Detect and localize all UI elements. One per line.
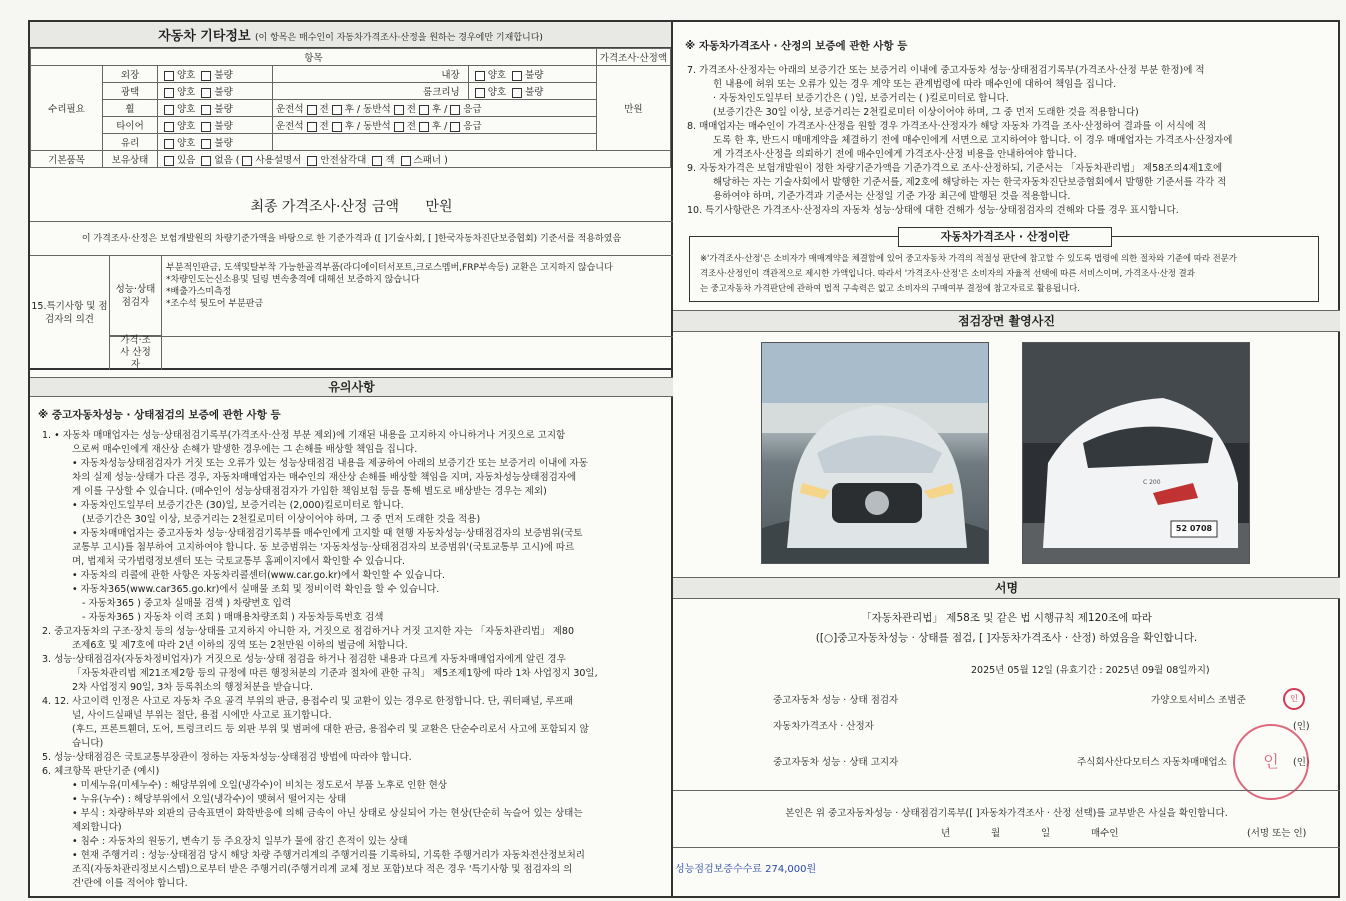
definition-box [689,230,1319,302]
receipt-year: 년 [941,828,951,839]
rear-label: 후 / [344,121,361,132]
note-line: 습니다) [72,738,104,749]
note-line: 차의 실제 성능·상태가 다른 경우, 자동차매매업자는 매수인의 재산상 손해를 배상할 책임을 지며, 자동차성능상태점검자에 [72,472,577,483]
note-line: (후드, 프론트휀더, 도어, 트렁크리드 등 외판 부위 및 범퍼에 대한 판금, 용접수리 및 교환은 단순수리로서 사고에 포함되지 않 [72,724,589,735]
note-line: • 자동차의 리콜에 관한 사항은 자동차리콜센터(www.car.go.kr)에서 확인할 수 있습니다. [72,570,445,581]
checkbox[interactable] [307,156,317,166]
seller-name: 주식회사산다모터스 자동차매매업소 [1077,757,1227,768]
checkbox[interactable] [201,71,211,81]
glass-empty [273,134,597,151]
driver-label: 운전석 [276,104,304,115]
law-line: 「자동차관리법」 제58조 및 같은 법 시행규칙 제120조에 따라 [861,612,1152,624]
note-line: 8. 매매업자는 매수인이 가격조사·산정을 원할 경우 가격조사·산정자가 해당 자동차 가격을 조사·산정하여 결과를 이 서식에 적 [687,121,1207,132]
price-header: 가격조사·산정액 [596,49,670,66]
wheel-label: 휠 [103,100,158,117]
notice-list [30,426,673,891]
photo-header: 점검장면 촬영사진 [673,310,1340,332]
final-price-row [30,192,673,222]
tire-positions [273,117,597,134]
note-line: 6. 체크항목 판단기준 (예시) [42,766,160,777]
checkbox[interactable] [201,156,211,166]
note-line: (보증기간은 30일 이상, 보증거리는 2천킬로미터 이상이어야 하며, 그 중 먼저 도래한 것을 적용) [82,514,481,525]
good-label: 양호 [177,70,196,81]
receipt-line: 본인은 위 중고자동차성능 · 상태점검기록부([ ]자동차가격조사 · 산정 선택)를 교부받은 사실을 확인합니다. [785,808,1228,819]
front-label: 전 [319,104,329,115]
glass-label: 유리 [103,134,158,151]
rear-label: 후 / [344,104,361,115]
note-line: 도록 한 후, 반드시 매매계약을 체결하기 전에 매수인에게 서면으로 고지하여야 합니다. 이 경우 매매업자는 가격조사·산정자에 [713,135,1233,146]
rear-label: 후 / [431,121,448,132]
definition-line: ※'가격조사·산정'은 소비자가 매매계약을 체결함에 있어 중고자동차 가격의 적절성 판단에 참고할 수 있도록 법령에 의한 절차와 기준에 따라 전문가 [700,253,1237,263]
bad-label: 불량 [214,70,233,81]
other-info-title: 자동차 기타정보 [158,29,251,44]
confirm-line: ([○]중고자동차성능 · 상태를 점검, [ ]자동차가격조사 · 산정) 하였음을 확인합니다. [815,632,1198,644]
checkbox[interactable] [512,71,522,81]
note-line: 게 가격조사·산정을 의뢰하기 전에 매수인에게 가격조사·산정 비용을 안내하여야 합니다. [713,149,1077,160]
appraiser-role: 자동차가격조사 · 산정자 [773,721,874,732]
checkbox[interactable] [394,122,404,132]
signature-header: 서명 [673,577,1340,599]
inspection-record-page [28,20,1340,898]
note-line: 용하여야 하며, 기준가격과 기준서는 산정일 기준 가장 최근에 발행된 것을 적용합니다. [713,191,1071,202]
good-label: 양호 [177,121,196,132]
checkbox[interactable] [332,122,342,132]
note-line: 조직(자동차관리정보시스템)으로부터 받은 주행거리(주행거리계 교체 정보 포함)보다 적은 경우 '특기사항 및 점검자의 의 [72,864,573,875]
front-label: 전 [406,104,416,115]
special-notes-label: 15.특기사항 및 점검자의 의견 [30,256,110,370]
left-column [30,22,673,896]
checkbox[interactable] [450,105,460,115]
note-line: • 자동차365(www.car365.go.kr)에서 실매물 조회 및 정비이력 확인을 할 수 있습니다. [72,584,440,595]
final-price-label: 최종 가격조사·산정 금액 [250,199,400,215]
checkbox[interactable] [307,122,317,132]
bad-label: 불량 [214,121,233,132]
buyer-sign: (서명 또는 인) [1247,828,1307,839]
bad-label: 불량 [525,70,544,81]
notice-subtitle: ※ 중고자동차성능 · 상태점검의 보증에 관한 사항 등 [38,409,281,421]
note-line: • 미세누유(미세누수) : 해당부위에 오일(냉각수)이 비치는 정도로서 부품 노후로 인한 현상 [72,780,448,791]
rear-photo [1022,342,1250,564]
checkbox[interactable] [164,88,174,98]
bad-label: 불량 [525,87,544,98]
checkbox[interactable] [201,88,211,98]
dealer-stamp: 인 [1233,724,1309,800]
checkbox[interactable] [164,105,174,115]
own-status-label: 보유상태 [103,151,158,168]
bad-label: 불량 [214,87,233,98]
receipt-block [673,790,1340,848]
definition-title: 자동차가격조사 · 산정이란 [898,227,1112,247]
passenger-label: 동반석 [363,121,391,132]
good-label: 양호 [177,104,196,115]
special-notes-text [166,262,666,310]
special-line: *배출가스미측정 [166,287,232,297]
room-label: 룸크리닝 [273,83,469,100]
special-notes-block [30,256,673,370]
note-line: • 자동차성능상태점검자가 거짓 또는 오류가 있는 성능상태점검 내용을 제공하여 아래의 보증기간 또는 보증거리 이내에 자동 [72,458,588,469]
appraisal-notes [673,58,1340,218]
glass-options [158,134,273,151]
inspector-seal: 인 [1283,688,1305,710]
special-line: *조수석 뒷도어 부분판금 [166,299,264,309]
note-line: • 부식 : 차량하부와 외판의 금속표면이 화학반응에 의해 금속이 아닌 상태로 상실되어 가는 현상(단순히 녹슬어 있는 상태는 [72,808,583,819]
note-line: 2차 사업정지 90일, 3차 등록취소의 행정처분을 받습니다. [72,682,314,693]
final-price-unit: 만원 [425,199,453,215]
price-basis: 이 가격조사·산정은 보험개발원의 차량기준가액을 바탕으로 한 기준가격과 ([ ]기술사회, [ ]한국자동차진단보증협회) 기준서를 적용하였음 [30,222,673,256]
checkbox[interactable] [201,105,211,115]
checkbox[interactable] [512,88,522,98]
checkbox[interactable] [201,139,211,149]
repair-needed-label: 수리필요 [31,66,103,151]
note-line: • 침수 : 자동차의 원동기, 변속기 등 주요장치 일부가 물에 잠긴 흔적이 있는 상태 [72,836,408,847]
front-car-image [762,343,989,564]
triangle-label: 안전삼각대 [320,155,367,166]
license-plate: 52 0708 [1175,524,1213,533]
tire-label: 타이어 [103,117,158,134]
definition-line: 는 중고자동차 가격판단에 관하여 법적 구속력은 없고 소비자의 구매여부 결정에 참고자료로 활용됩니다. [700,283,1080,293]
checkbox[interactable] [164,139,174,149]
note-line: 힌 내용에 허위 또는 오류가 있는 경우 계약 또는 관계법령에 따라 매수인에 대하여 책임을 집니다. [713,79,1117,90]
inspector-label: 성능·상태 점검자 [110,256,162,336]
good-label: 양호 [487,70,507,81]
jack-label: 잭 [385,155,395,166]
checkbox[interactable] [401,156,411,166]
seller-seal: (인) [1293,757,1310,768]
note-line: • 현재 주행거리 : 성능·상태점검 당시 해당 차량 주행거리계의 주행거리를 기록하되, 기록한 주행거리가 자동차전산정보처리 [72,850,585,861]
note-line: • 누유(누수) : 해당부위에서 오일(냉각수)이 맺혀서 떨어지는 상태 [72,794,347,805]
emergency-label: 응급 [463,121,482,132]
note-line: 게 이를 구상할 수 있습니다. (매수인이 성능상태점검자가 가입한 책임보험 등을 통해 별도로 배상받는 경우는 제외) [72,486,547,497]
notice-body [30,403,673,891]
special-line: 부분적인판금, 도색및탈부착 가능한골격부품(라디에이터서포트,크로스멤버,FRP부속등) 교환은 고지하지 않습니다 [166,263,613,273]
checkbox[interactable] [372,156,382,166]
notice-header: 유의사항 [30,377,673,397]
wheel-positions [273,100,597,117]
buyer-label: 매수인 [1091,828,1119,839]
spanner-label: 스패너 ) [413,155,448,166]
note-line: 널, 사이드실패널 부위는 절단, 용접 시에만 사고로 표기합니다. [72,710,332,721]
repair-table [30,48,671,168]
basic-items-options [158,151,671,168]
exterior-label: 외장 [103,66,158,83]
bad-label: 불량 [214,138,233,149]
note-line: • 자동차인도일부터 보증기간은 (30)일, 보증거리는 (2,000)킬로미터로 합니다. [72,500,404,511]
checkbox[interactable] [242,156,252,166]
note-line: 1. • 자동차 매매업자는 성능·상태점검기록부(가격조사·산정 부분 제외)에 기재된 내용을 고지하지 아니하거나 거짓으로 고지함 [42,430,566,441]
note-line: 7. 가격조사·산정자는 아래의 보증기간 또는 보증거리 이내에 중고자동차 성능·상태점검기록부(가격조사·산정 부분 한정)에 적 [687,65,1205,76]
checkbox[interactable] [394,105,404,115]
front-photo [761,342,989,564]
note-line: 9. 자동차가격은 보험개발원이 정한 차량기준가액을 기준가격으로 조사·산정하되, 기준서는 「자동차관리법」 제58조의4제1호에 [687,163,1223,174]
note-line: 며, 법제처 국가법령정보센터 또는 국토교통부 홈페이지에서 확인할 수 있습니다. [72,556,406,567]
receipt-day: 일 [1041,828,1051,839]
good-label: 양호 [487,87,507,98]
checkbox[interactable] [164,122,174,132]
item-header: 항목 [31,49,597,66]
note-line: (보증기간은 30일 이상, 보증거리는 2천킬로미터 이상이어야 하며, 그 중 먼저 도래한 것을 적용합니다) [713,107,1139,118]
checkbox[interactable] [164,156,174,166]
note-line: 「자동차관리법 제21조제2항 등의 규정에 따른 행정처분의 기준과 절차에 관한 규칙」 제5조제1항에 따라 1차 사업정지 30일, [72,668,598,679]
note-line: 으로써 매수인에게 재산상 손해가 발생한 경우에는 그 손해를 배상할 책임을 집니다. [72,444,418,455]
checkbox[interactable] [164,71,174,81]
other-info-note: (이 항목은 매수인이 자동차가격조사·산정을 원하는 경우에만 기재합니다) [255,33,543,43]
note-line: - 자동차365 ) 중고차 실매물 검색 ) 차량번호 입력 [82,598,292,609]
checkbox[interactable] [450,122,460,132]
front-label: 전 [319,121,329,132]
have-label: 있음 [177,155,196,166]
date-line: 2025년 05월 12일 (유효기간 : 2025년 09월 08일까지) [971,665,1210,676]
tire-options [158,117,273,134]
rear-label: 후 / [431,104,448,115]
checkbox[interactable] [419,105,429,115]
appraiser-row [110,336,673,370]
appraiser-label: 가격·조사 산정자 [110,336,162,370]
note-line: • 자동차매매업자는 중고자동차 성능·상태점검기록부를 매수인에게 고지할 때 현행 자동차성능·상태점검자의 보증범위(국토 [72,528,583,539]
note-line: 교통부 고시)를 첨부하여 고지하여야 합니다. 동 보증범위는 '자동차성능·상태점검자의 보증범위'(국토교통부 고시)에 따르 [72,542,575,553]
note-line: 조제6호 및 제7호에 따라 2년 이하의 징역 또는 2천만원 이하의 벌금에 처합니다. [72,640,408,651]
interior-label: 내장 [273,66,469,83]
emergency-label: 응급 [463,104,482,115]
inspector-name: 가양오토서비스 조범준 [1151,695,1246,706]
manual-label: 사용설명서 [255,155,302,166]
receipt-month: 월 [991,828,1001,839]
note-line: 제외합니다) [72,822,122,833]
checkbox[interactable] [307,105,317,115]
interior-options [468,66,596,83]
inspector-role: 중고자동차 성능 · 상태 점검자 [773,695,899,706]
driver-label: 운전석 [276,121,304,132]
note-line: - 자동차365 ) 자동차 이력 조회 ) 매매용차량조회 ) 자동차등록번호 검색 [82,612,384,623]
checkbox[interactable] [332,105,342,115]
seller-role: 중고자동차 성능 · 상태 고지자 [773,757,899,768]
note-line: · 자동차인도일부터 보증기간은 ( )일, 보증거리는 ( )킬로미터로 합니다. [713,93,1009,104]
exterior-options [158,66,273,83]
note-line: 4. 12. 사고이력 인정은 사고로 자동차 주요 골격 부위의 판금, 용접수리 및 교환이 있는 경우로 한정합니다. 단, 쿼터패널, 루프패 [42,696,574,707]
special-line: *차량인도는신소용및 딜링 변속충격에 대해선 보증하지 않습니다 [166,275,420,285]
gloss-options [158,83,273,100]
model-badge: C 200 [1143,479,1161,486]
room-options [468,83,596,100]
checkbox[interactable] [201,122,211,132]
checkbox[interactable] [475,71,485,81]
definition-line: 격조사·산정인이 객관적으로 제시한 가액입니다. 따라서 '가격조사·산정'은 소비자의 자율적 선택에 따른 서비스이며, 가격조사·산정 결과 [700,268,1195,278]
other-info-header [30,22,671,48]
appraisal-guarantee-title: ※ 자동차가격조사 · 산정의 보증에 관한 사항 등 [685,40,908,52]
passenger-label: 동반석 [363,104,391,115]
basic-items-label: 기본품목 [31,151,103,168]
note-line: 견'란에 이를 적어야 합니다. [72,878,188,889]
wheel-options [158,100,273,117]
none-label: 없음 ( [214,155,240,166]
note-line: 해당하는 자는 기술사회에서 발행한 기준서를, 제2호에 해당하는 자는 한국자동차진단보증협회에서 발행한 기준서를 각각 적 [713,177,1227,188]
checkbox[interactable] [475,88,485,98]
checkbox[interactable] [419,122,429,132]
note-line: 10. 특기사항란은 가격조사·산정자의 자동차 성능·상태에 대한 견해가 성능·상태점검자의 견해와 다를 경우 표시합니다. [687,205,1179,216]
good-label: 양호 [177,87,196,98]
definition-text [700,251,1310,296]
note-line: 3. 성능·상태점검자(자동차정비업자)가 거짓으로 성능·상태 점검을 하거나 점검한 내용과 다르게 자동차매매업자에게 알린 경우 [42,654,566,665]
gloss-label: 광택 [103,83,158,100]
bad-label: 불량 [214,104,233,115]
note-line: 5. 성능·상태점검은 국토교통부장관이 정하는 자동차성능·상태점검 방법에 따라야 합니다. [42,752,412,763]
note-line: 2. 중고자동차의 구조·장치 등의 성능·상태를 고지하지 아니한 자, 거짓으로 점검하거나 거짓 고지한 자는 「자동차관리법」 제80 [42,626,574,637]
right-column [673,22,1340,896]
good-label: 양호 [177,138,196,149]
inspection-fee: 성능점검보증수수료 274,000원 [675,864,817,875]
front-label: 전 [406,121,416,132]
price-unit: 만원 [596,66,670,151]
appraiser-seal: (인) [1293,721,1310,732]
